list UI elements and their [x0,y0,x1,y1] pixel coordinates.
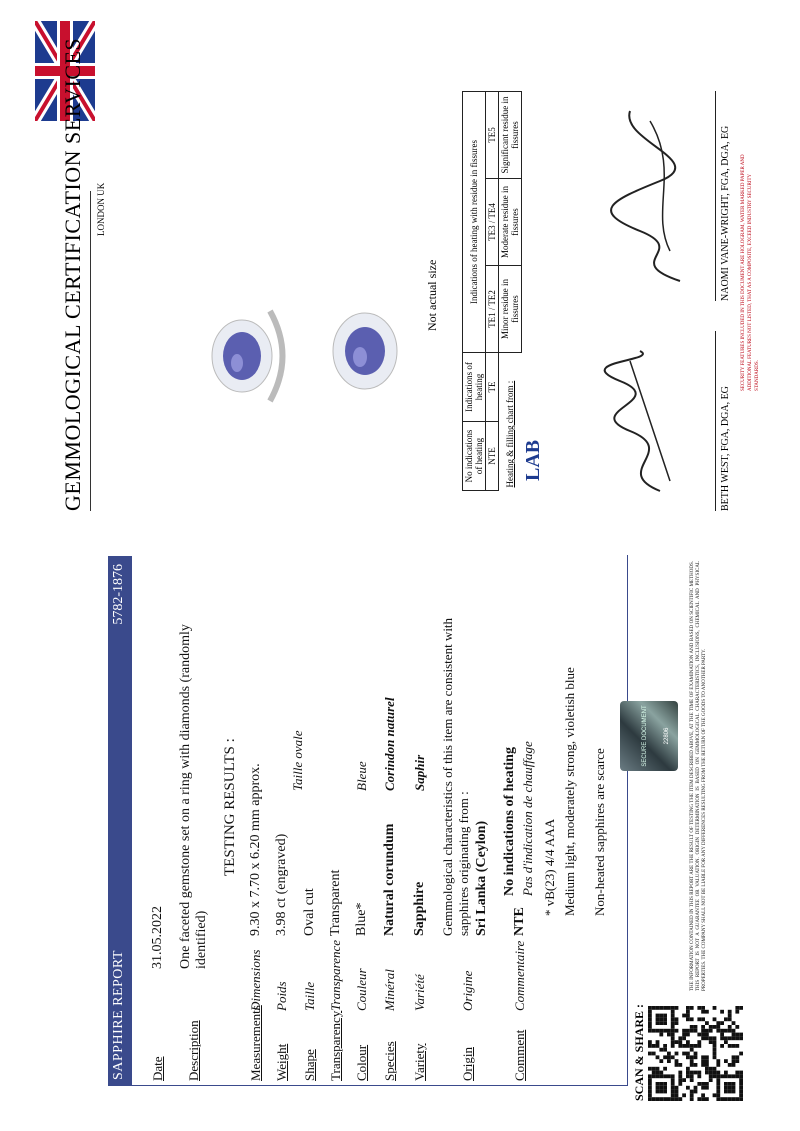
comment-main: No indications of heating [502,747,517,896]
heat-col1-head: No indications of heating [463,422,486,491]
disclaimer-text: THE INFORMATION CONTAINED IN THIS REPORT ARE THE RESULT OF TESTING THE ITEM DESCRIBED ABOVE, AT THE TIME OF EXAMINATION AND BASED ON SCIENTIFIC METHODS. THIS REPORT IS NOT A GUARANTEE OR VALUATION. ORIGIN DETERMINATION IS BASED ON GEMMOLOGICAL CHARACTERISTICS, INCLUSIONS, CHEMICAL AND PHYSICAL PROPERTIES. THE COMPANY SHALL NOT BE LIABLE FOR ANY DIFFERENCES RESULTING FROM THE RETURN OF THE GOODS TO ANOTHER PARTY. [690,561,707,991]
ring-image-top [320,301,410,401]
value-shape-fr: Taille ovale [290,730,305,791]
value-measurements: 9.30 x 7.70 x 6.20 mm approx. [248,763,263,936]
value-origin-2: sapphires originating from : [456,791,471,936]
fr-species: Minéral [382,969,397,1011]
label-colour: Colour [354,1044,369,1081]
heat-sub2-desc: Moderate residue in fissures [499,179,522,266]
lab-logo: LAB [522,439,544,481]
company-location: LONDON UK [96,182,106,236]
report-header-bar [108,556,132,1086]
fr-transparency: Transparence [328,939,343,1011]
signature-right [600,101,700,291]
label-origin: Origin [460,1047,475,1081]
value-origin-3: Sri Lanka (Ceylon) [474,820,489,936]
comment-code: NTE [512,907,527,936]
signer-right: NAOMI VANE-WRIGHT, FGA, DGA, EG [720,125,731,301]
value-variety-fr: Saphir [412,754,427,791]
label-variety: Variety [412,1043,427,1081]
heat-table-wrap [462,91,522,491]
company-name: GEMMOLOGICAL CERTIFICATION SERVICES [60,37,85,511]
signature-left [600,341,690,501]
comment-line2: * vB(23) 4/4 AAA [542,818,557,916]
fr-comment: Commentaire [512,940,527,1011]
value-colour: Blue* [354,902,369,936]
heat-group-head: Indications of heating with residue in fissures [463,92,486,353]
comment-line4: Non-heated sapphires are scarce [592,748,607,916]
ring-photo-side-icon [200,301,295,411]
fr-shape: Taille [302,981,317,1011]
label-species: Species [382,1041,397,1081]
testing-heading: TESTING RESULTS : [222,738,238,876]
label-measurements: Measurements [248,1005,263,1081]
label-shape: Shape [302,1049,317,1081]
signature-icon [600,341,690,501]
fr-origin: Origine [460,970,475,1011]
ring-image-bottom [200,301,295,411]
value-colour-fr: Bleue [354,761,369,791]
report-number: 5782-1876 [111,564,126,625]
qr-code-icon [648,1006,743,1101]
heat-sub1-desc: Minor residue in fissures [499,266,522,353]
report-title: SAPPHIRE REPORT [111,950,126,1080]
comment-fr: Pas d'indication de chauffage [520,741,535,896]
heat-sub3-desc: Significant residue in fissures [499,92,522,179]
value-origin-1: Gemmological characteristics of this item are consistent with [440,617,455,936]
fr-colour: Couleur [354,968,369,1011]
heat-table [462,91,522,491]
heat-col2-head: Indications of heating [463,353,486,422]
heat-sub2-code: TE3 / TE4 [486,179,499,266]
value-species: Natural corundum [382,823,397,936]
comment-line3: Medium light, moderately strong, violetish blue [562,667,577,916]
value-description-1: One faceted gemstone set on a ring with diamonds (randomly [178,624,193,969]
label-description: Description [186,1020,201,1081]
fr-weight: Poids [274,981,289,1011]
signature-icon [600,101,700,291]
fr-variety: Variété [412,974,427,1011]
label-date: Date [150,1056,165,1081]
value-description-2: identified) [194,910,209,969]
company-underline [90,191,91,511]
heat-sub3-code: TE5 [486,92,499,179]
label-weight: Weight [274,1043,289,1081]
heat-sub1-code: TE1 / TE2 [486,266,499,353]
signer-left: BETH WEST, FGA, DGA, EG [720,386,731,511]
ring-photo-icon [320,301,410,401]
report-body [140,556,620,1081]
value-variety: Sapphire [412,881,427,936]
scan-share-label: SCAN & SHARE : [632,1003,646,1101]
label-transparency: Transparency [328,1010,343,1081]
qr-code[interactable] [648,1006,743,1101]
signature-line-left [715,331,716,511]
fr-measurements: Dimensions [248,949,263,1011]
hologram-text: SECURE DOCUMENT [642,705,648,767]
value-shape: Oval cut [302,888,317,936]
value-transparency: Transparent [328,869,343,936]
hologram-serial: 22806 [664,727,670,745]
heat-chart-label: Heating & filling chart from : [505,380,516,488]
value-date: 31.05.2022 [150,906,165,969]
not-actual-size: Not actual size [425,259,439,331]
hologram-sticker [620,701,678,771]
value-species-fr: Corindon naturel [382,697,397,791]
signature-line-right [715,91,716,301]
security-note: SECURITY FEATURES INCLUDED IN THIS DOCUMENT ARE HOLOGRAM, WATER MARKED PAPER AND ADDITIONAL FEATURES NOT LISTED, THAT AS A COMPOSITE, EXCEED INDUSTRY SECURITY STANDARDS. [741,154,760,391]
heat-col2-code: TE [486,353,499,422]
label-comment: Comment [512,1029,527,1081]
value-weight: 3.98 ct (engraved) [274,833,289,936]
heat-col1-code: NTE [486,422,499,491]
